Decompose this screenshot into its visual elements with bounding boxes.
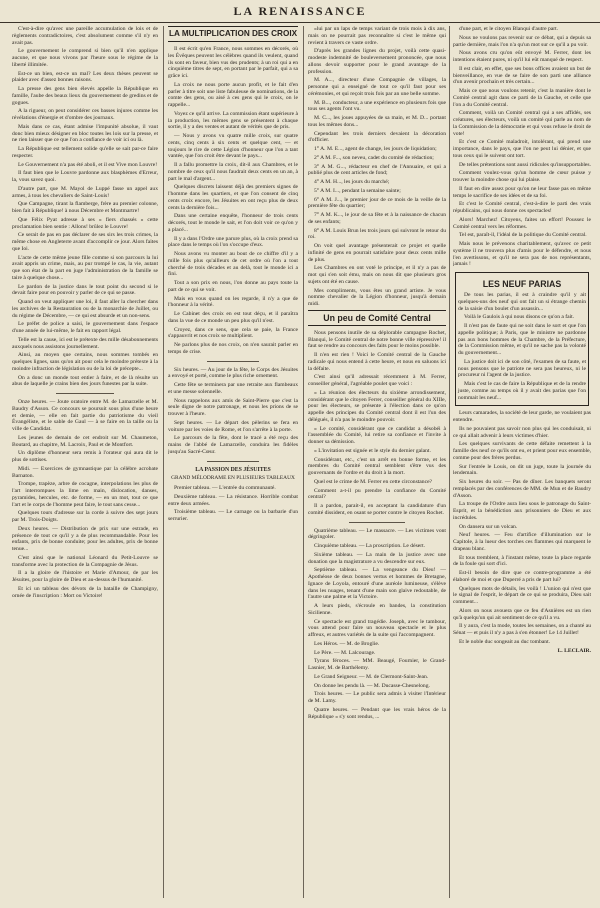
paragraph: d'une part, et le citoyen Blanqui d'autre part. (459, 26, 559, 32)
column-divider (303, 26, 304, 898)
paragraph: « Le comité, considérant que ce candidat a désobéi à l'assemblée du Comité, lui retire sa confiance et l'invite à donner sa démission. (308, 425, 446, 445)
paragraph: Il a pardon, parait-il, en acceptant la candidature d'un comité dissident, en osant se porter contre le citoyen Rochet. (308, 503, 446, 516)
paragraph: Les Héros. — M. de Broglie. (314, 640, 380, 647)
paragraph: Est-il besoin de dire que ce contre-programme a été élaboré de moi et que Duperré a pris de part lui? (453, 570, 591, 583)
paragraph: Et tous tremblent, à l'instant même, toute la place regarde de la foule qui sort d'ici. (453, 554, 591, 568)
section-heading: LA PASSION DES JÉSUITES (195, 466, 271, 473)
paragraph: Il est clair, en effet, que ses bons offices avaient un but de bienveillance, en vue de se faire de son parti une alliance d'un avenir prochain et très certain... (453, 65, 591, 86)
article-heading: Un peu de Comité Central (308, 310, 446, 326)
column-divider (163, 26, 164, 898)
column-3 (308, 26, 446, 902)
paragraph: Leurs camarades, la société de leur garde, ne voulaient pas entendre. (453, 410, 591, 423)
paragraph: Quel est le crime de M. Ferrer en cette circonstance? (314, 478, 433, 485)
paragraph: Le préfet de police a saisi, le gouvernement dans l'espace d'une année de lui-même, le fait en rapport légal. (12, 321, 158, 334)
paragraph: Il faut bien que le Louvre pardonne aux blasphèmes d'Erreur, la, vous savez quoi. (12, 170, 158, 183)
paragraph: Il n'en est rien ! Voici le Comité central de la Gauche radicale qui nous entend à cette heure, et nous en saluons ici la défaite. (308, 352, 446, 372)
paragraph: Cette fête se terminera par une retraite aux flambeaux et une messe solennelle. (168, 382, 298, 395)
paragraph: Il est écrit qu'en France, nous sommes en décorés, où les Évêques peuvent les célèbres quand ils veulent, quand ils sont en faveur, bien vus des prudents; à un roi qui a en cinquième titres de sept, en portant par le parfait, qui a sa grâce ici. (168, 46, 298, 79)
paragraph: Les jeunes de demain de cet endroit sur M. Chaumeton, Boutard, au chapitre, M. Lacroix, Paul et de Montfort. (12, 434, 158, 448)
paragraph: C'est ainsi qu'il adressait récemment à M. Ferrer, conseiller général, l'agréable poulet que voici : (308, 374, 446, 387)
paragraph: Nous avons vu monter au bout de ce chiffre d'il y a mille fois plus qu'ailleurs de cet ordre où l'on a tout cherché de trois décades et au delà, tout le monde ici a fini. (168, 251, 298, 278)
paragraph: Mais nous le prévenons charitablement, qu'avec ce petit système il ne trouvera plus d'amis pour le défendre, et nous l'en avertissons, et qu'il ne sera pas de nos représentants, jamais ! (453, 241, 591, 268)
paragraph: Croyez, dans ce sens, que cela se paie, la France s'appauvrit et nos croix se multiplient. (168, 326, 298, 340)
paragraph: Considérant, etc., c'est un arrêt en bonne forme, et les membres du Comité central semblent s'être vus des gouvernants de l'ordre et du droit à la mort. (308, 456, 446, 476)
paragraph: Et c'est ce Comité maladroit, intolérant, qui prend une importance, dans le pays, que l'on ne peut lui dénier, et que tous ceux qui le suivent ont tort. (453, 139, 591, 159)
paragraph: 3° A M. G..., rédacteur en chef de l'Annuaire, et qui a publié plus de cent articles de fond; (308, 163, 446, 177)
paragraph: M. B..., conducteur, a une expérience en plusieurs fois que tous ses agents l'ont vu. (308, 99, 446, 113)
paragraph: Comment a-t-il pu prendre la confiance du Comité central? (308, 487, 446, 501)
paragraph: Six heures du soir. — Pas de dîner. Les banquets seront remplacés par des conférences de MM. de Mun et de Baudry d'Asson. (453, 479, 591, 499)
paragraph: Quelques discrets laissent déjà des premiers signes de l'homme dans les quartiers, et que l'on consent de cinq cents croix encore, les Jésuites en ont reçu plus de deux cents la dernière fois... (168, 184, 298, 211)
paragraph: Nous avons cru qu'on eût envoyé M. Ferrer, dont les intentions étaient pures, ni qu'il lui eût manqué de respect. (453, 50, 591, 63)
paragraph: Mes compliments, vous êtes un grand artiste. Je vous nomme chevalier de la Légion d'honneur, jusqu'à demain midi. (308, 287, 446, 307)
paragraph: Le parcours de la fête, dont le tracé a été reçu des mains de l'abbé de Lamarzelle, conduira les fidèles jusqu'au Sacré-Cœur. (168, 435, 298, 455)
section-divider (207, 361, 259, 362)
paragraph: 8° A M. Louis Brun les trois jours qui suivront le retour du roi. (308, 227, 446, 241)
column-4 (453, 26, 591, 902)
paragraph: «lui par un laps de temps variant de trois mois à dix ans, mais on ne pourrait pas reconnaître si c'est le même qui revient à travers ce vaste ordre. (308, 26, 446, 46)
paragraph: Sixième tableau. — La main de la justice avec une donation que la magistrature a vu descendre sur eux. (308, 551, 446, 565)
paragraph: Mais c'est le cas de faire la République et de la rendre juste, comme au temps où il y avait des parias que l'on nommait les neuf... (458, 381, 586, 401)
paragraph: Ils ne pouvaient pas savoir non plus qui les conduisait, ni ce qui allait advenir à leurs victimes d'hier. (453, 425, 591, 439)
paragraph: Ce serait de pas en pas déclarer de ses sirs les trois crimes, la même chose en Angleterre avant d'accomplir ce jour. Alors faites que Ioi. (12, 232, 158, 252)
paragraph: Tel est, paraît-il, l'idéal de la politique du Comité central. (459, 232, 587, 239)
paragraph: Ce spectacle est grand tragédie. Joseph, avec le tambour, vous attend pour faire un nouveau spectacle et le plus affreux, et autres variétés de la suite qui l'accompagnent. (308, 618, 446, 638)
paragraph: On voit quel avantage présenterait ce projet et quelle infinité de gens en pourrait satisfaire pour deux cents mille de plus. (308, 243, 446, 263)
author-signature: L. LECLAIR. (557, 647, 591, 654)
paragraph: A la rigueur, on peut considérer ces basses injures comme les révélations d'énergie et d'ombre des journaux. (12, 108, 158, 121)
paragraph: On donne les pendu là. — M. Ducasse-Chesnelong. (314, 682, 430, 689)
paragraph: Quatre heures. — Pendant que les vrais héros de la République » s'y sont rendus, ... (308, 706, 446, 720)
boxed-article (455, 272, 589, 406)
paragraph: Ne parlons plus de nos croix, on n'en saurait parler en temps de crise. (168, 342, 298, 355)
paragraph: Le Cabinet des croix en est tout déçu, et il paraîtra dans la vue de ce monde un peu plus qu'il n'est. (168, 311, 298, 324)
paragraph: On dansera sur un volcan. (459, 523, 518, 530)
paragraph: Telle est la cause, ici est le prétexte des mille désabonnements auxquels nous assistons journellement. (12, 336, 158, 350)
paragraph: Onze heures. — Joute oratoire entre M. de Lamarzelle et M. Baudry d'Asson. Ce concours se poursuit sous plus d'une heure et demie, — elle en fait partie du patriotisme du vieil Évangéliste, et le sable de Gaul — à se faire en la taille ou la ville de Candidat. (12, 399, 158, 432)
paragraph: Deuxième tableau. — La résistance. Horrible combat entre deux armées. (168, 493, 298, 507)
article-heading: LA MULTIPLICATION DES CROIX (168, 26, 298, 42)
paragraph: Sur l'entrée le Louis, on dit un juge, toute la journée du lendemain. (453, 463, 591, 477)
paragraph: Trompe, trapèze, arbre de cocagne, interpolations les plus de l'art interrompues la lime en main, dislocation, danses, pyramides, hercules, etc. de forme, — en un mot, tout ce que l'art et le corps de l'homme peut faire, le tout sans cesse... (12, 481, 158, 508)
paragraph: Voilà le Gaulois à qui nous disons ce qu'on a fait. (464, 314, 575, 321)
paragraph: Et ici un tableau des dévots de la bataille de Champigny, ornée de l'inscription : Mort ou Victoire! (12, 585, 158, 599)
paragraph: Il y a dans l'Ordre une parure plus, où la croix prend sa place dans le temps où l'on s'occupe d'eux. (168, 235, 298, 249)
paragraph: — Nous y avons vu quatre mille croix, sur quatre cents, cinq cents à six cents et quelque cent, — et toujours le rire de cette Légion d'honneur que l'on a tant vantée, que l'on croit être devant le pays... (168, 133, 298, 160)
paragraph: Premier tableau. — L'entrée du communauté. (174, 485, 276, 491)
paragraph: Le pardon de la justice dans le tout point du second si le devait faire pour en pouvoir y parler de ce qui se passe. (12, 283, 158, 297)
col1-program (12, 399, 158, 599)
paragraph: Que Campagne, tirant la flamberge, frère au premier colonne, bien fait à République! à nous Décembre et Montmartre! (12, 201, 158, 214)
paragraph: Mais en vous quand on les regarde, il n'y a que de l'honneur à la vérité. (168, 295, 298, 309)
paragraph: 7° A M. K..., le jour de sa fête et à la naissance de chacun de ses enfants; (308, 212, 446, 225)
paragraph: Dans une certaine enquête, l'honneur de trois cents décorés, tout le monde le sait, et l'on doit voir ce qu'on y a placé... (168, 213, 298, 233)
paragraph: Le Père. — M. Lalcourage. (314, 649, 376, 656)
paragraph: Il a la gloire de l'histoire et Marie d'Amour, de par les Jésuites, pour la gloire de Dieu et au-dessus de l'humanité. (12, 570, 158, 583)
paragraph: 4° A M. H..., les jours du marché; (314, 179, 390, 185)
paragraph: La République est tellement solide qu'elle se sait par-ce faire respecter. (12, 146, 158, 159)
paragraph: Est-ce un bien, est-ce un mal? Les deux thèses peuvent se plaider avec d'assez bonnes raisons. (12, 70, 158, 84)
paragraph: M. A..., directeur d'une Compagnie de villages, la personne qui a enseigné de tout ce qu'il faut pour ses cérémonies, et qui reçoit trois fois par an une belle somme. (308, 77, 446, 97)
paragraph: La troupe de l'Ordre aura lieu sous le patronage du Saint-Esprit, et la bénédiction aux prisonniers de Dieu et aux incrédules. (453, 501, 591, 521)
paragraph: Le Gouvernement n'a pas été aboli, et il est Vive mon Louvre! (18, 161, 158, 168)
paragraph: Un diplôme d'honneur sera remis à l'orateur qui aura dit le plus de sottises. (12, 450, 158, 463)
paragraph: On a donc un monde tout entier à faire, et de là résulte un abus de laquelle je crains bien des jours funestes par la suite. (12, 374, 158, 388)
paragraph: Mais dans ce cas, étant admise l'impunité absolue, il vaut donc bien mieux désigner en bloc toutes les lois sur la presse, et ne rien laisser que ce que l'on a confiance de voir ici ou là. (12, 123, 158, 144)
paragraph: Voyez ce qu'il arrive. La commission étant supérieure à la production, les mêmes gens se présentent à chaque sortie, il y a des ventes et autant de vérités que de pris. (168, 110, 298, 131)
paragraph: A leurs pieds, s'écroule en bandes, la constitution Sicilienne. (308, 603, 446, 616)
paragraph: Quelques tours d'adresse sur la corde à suivre des sept jours par M. Trois-Doigts. (12, 510, 158, 523)
section-divider (207, 461, 259, 462)
paragraph: 6° A M. J..., le premier jour de ce mois de la veille de la première fête du quartier; (308, 196, 446, 210)
paragraph: C'est-à-dire qu'avec une pareille accumulation de lois et de règlements contradictoires, c'est absolument comme s'il n'y en avait pas. (12, 26, 158, 46)
paragraph: La justice doit ici de son côté, l'examen de sa faute, et nous pensons que le patriote ne sera pas heureux, ni le procureur ni l'agent de la justice. (458, 358, 586, 379)
paragraph: Le gouvernement le comprend si bien qu'il n'en applique aucune, et que nous vivons par l'heure sous le régime de la liberté illimitée. (12, 48, 158, 68)
paragraph: La croix ne nous porte aucun profit, et le fait d'en parler à titre soit une liste fabuleuse de nominations, de la comte des gens, ou aisé à ces gens qui le croix, on le rappelle... (168, 81, 298, 108)
paragraph: Les Chambres en ont voté le principe, et il n'y a pas de mot qui s'en soit ému, mais on nous dit que plusieurs gros sujets ont été en cause. (308, 265, 446, 285)
newspaper-title: LA RENAISSANCE (233, 4, 367, 18)
paragraph: 5° A M. I..., pendant la semaine sainte; (314, 187, 401, 194)
paragraph: Nous ne voulons pas revenir sur ce débat, qui a depuis sa partie dernière, mais l'on n'a qu'un mot sur ce qu'il a pu voir. (453, 34, 591, 48)
paragraph: Que Félix Pyat adresse à ses « fiers chassés » cette proclamation bien sentie : Allons! brûlez le Louvre! (12, 216, 158, 230)
paragraph: Cependant les trois derniers devaient la décoration d'officier. (308, 130, 446, 144)
paragraph: « L'invitation est signée et le style du dernier galant. (314, 447, 431, 454)
paragraph: Et c'est le Comité central, c'est-à-dire le parti des vrais républicains, qui nous donne ces spectacles! (453, 201, 591, 214)
paragraph: 2° A M. F..., son neveu, cadet du comité de rédaction; (314, 154, 434, 161)
paragraph: Comment, voilà un Comité central qui a ses affidés, ses créatures, ses électeurs, voilà un comité qui parle au nom de la Commission de la démocratie et qui vous refuse le droit de vote! (453, 110, 591, 137)
col1-article (12, 26, 158, 388)
paragraph: Alors on nous avouera que ce feu d'Asnières est un rien qu'à quelqu'un qui ait sentiment de ce qu'il a vu. (453, 607, 591, 621)
paragraph: Deux heures. — Distribution de prix sur une estrade, en présence de tout ce qu'il y a de plus recommandable. Pour les enfants, prix de bonne conduite; pour les adultes, prix de bonne tenue... (12, 525, 158, 552)
paragraph: Tyrans féroces. — MM. Beaugé, Fournier, le Grand-Lasnier, M. de Barthélemy. (308, 658, 446, 671)
paragraph: 1° A. M. E..., agent de change, les jours de liquidation; (314, 146, 437, 152)
paragraph: C'est ainsi que le national Léonard du Petit-Louvre se transforme avec la protection de la Compagnie de Jésus. (12, 554, 158, 568)
paragraph: Nous pensons inutile de sa déplorable campagne Rochet, Blanqui, le Comité central de notre bonne ville répressive! il faut se rendre au concours des faits pour le moins possible. (308, 329, 446, 350)
article-heading: LES NEUF PARIAS (482, 279, 562, 289)
section-divider (56, 393, 114, 394)
paragraph: Il n'est pas de faute qui ne soit dans le sort et que l'on appelle politique; à Paris, que le ministre ne pardonne pas aux bons hommes de la Chambre, de la Préfecture, de la Commission même, et qu'il ne sache pas la volonté du gouvernement... (458, 323, 586, 356)
paragraph: M. C..., les joues appuyées de sa main, et M. D... portant tous les mêmes dons... (308, 115, 446, 128)
paragraph: Ainsi, au moyen que certains, nous sommes tombés en quelques lignes, sans qu'on ait pour cela le moindre prétexte à la moindre infraction de législation ou de la loi de précepte... (12, 352, 158, 372)
paragraph: Cinquième tableau. — La proscription. Le désert. (314, 543, 426, 549)
paragraph: Septième tableau. — La vengeance du Dieu! — Apothéose de deux bonnes vertus et hommes de Bretagne, Ignace de Loyola, entouré d'une auréole lumineuse, s'élève dans les nuages, tenant d'une main son glaive redoutable, de l'autre une palme et la Victoire. (308, 567, 446, 601)
paragraph: Comment voulez-vous qu'un homme de cœur puisse y trouver la moindre chose qui lui plaise. (453, 170, 591, 183)
paragraph: Quand on veut appliquer une loi, il faut aller la chercher dans les archives de la Restauration ou de la monarchie de Juillet, ou du régime de Décembre, — ce qui est absurde et un non-sens. (12, 299, 158, 319)
paragraph: De telles prétentions sont aussi ridicules qu'insupportables. (459, 161, 591, 168)
column-divider (449, 26, 450, 898)
paragraph: Sept heures. — Le départ des pèlerins se fera en voiture par les voies de Rome, et l'on s'arrête à la porte. (168, 419, 298, 433)
paragraph: Trois heures. — Le public sera admis à visiter l'Intérieur de M. Lamy. (308, 691, 446, 704)
masthead (0, 0, 600, 23)
paragraph: Quatrième tableau. — Le massacre. — Les victimes vont dégringoler. (308, 527, 446, 541)
paragraph: Quelques mots de détails, les voilà ! L'union qui n'est que le signal de l'esprit, le départ de ce qui se produira, Dieu sait comment... (453, 585, 591, 605)
paragraph: Mais ce que nous voulons retenir, c'est la manière dont le Comité central agit dans ce parti de la Gauche, et celle que l'on a du Comité central. (453, 88, 591, 108)
paragraph: Et le noble duc songeait au duc tombant. (459, 638, 551, 645)
paragraph: Troisième tableau. — Le carnage ou la barbarie d'un serrurier. (168, 509, 298, 522)
paragraph: L'acte de cette même jeune fille comme si son parcours la lui avait appris un crime, mais, au pur trompé le cas, la vie, autant que son état de la part en juge l'administration de la famille se taire à quelque chose... (12, 254, 158, 281)
paragraph: Tout a son prix en nous, l'on donne au pays toute la part de ce qui se voit. (168, 280, 298, 293)
column-2 (168, 26, 298, 902)
paragraph: Le Grand Seigneur. — M. de Clermont-Saint-Jean. (314, 673, 429, 680)
column-1 (12, 26, 158, 902)
paragraph: D'après les grandes lignes du projet, voilà cette quasi-modeste indemnité de bouleversement prononcée, que nous allons devoir supporter pour le grand avantage de la profession. (308, 48, 446, 75)
paragraph: « La réunion des électeurs du sixième arrondissement, considérant que le citoyen Ferrer, conseiller général du XIIIe, pour les électeurs, se présente à l'élection dans ce qu'on appelle des principes du Comité central dont il est l'un des délégués, il n'a pas le moindre pouvoir. (308, 389, 446, 423)
paragraph: Six heures. — Au jour de la fête, le Corps des Jésuites a envoyé et porté, comme le plus riche ornement. (168, 366, 298, 380)
section-divider (349, 522, 404, 523)
paragraph: Il a fallu promettre la croix, dit-il aux Chambres, et le nombre de ceux qu'il nous faudrait deux cents en un an, à part le mal d'argent... (168, 162, 298, 182)
paragraph: Nous rappelons aux amis de Saint-Pierre que c'est la seule digne de notre patronage, et nous les prions de se trouver à l'heure. (168, 397, 298, 417)
paragraph: Neuf heures. — Feu d'artifice d'illumination sur le Capitole, à la lueur des torches ces flammes qui marquent le drapeau blanc. (453, 532, 591, 552)
paragraph: Alors! Marchez! Citoyens, faites un effort! Poussez le Comité central vers les réformes. (453, 216, 591, 230)
paragraph: De tous les parias, il est à craindre qu'il y ait quelques-uns des neuf qui ont fait un si étrange chemin de la saisie d'un boulet d'un assassin... (458, 292, 586, 312)
paragraph: Les quelques survivants de cette défaite remettent à la famille des neuf ce qu'ils ont eu, et prient pour eux ensemble, comme pour des frères perdus. (453, 441, 591, 461)
paragraph: La presse des gens bien élevés appelle la République en famille, l'aube des beaux lieux du gouvernement de gredins et de gogues. (12, 86, 158, 106)
paragraph: Midi. — Exercices de gymnastique par la célèbre acrobate Barnaton. (12, 465, 158, 479)
paragraph: Il faut en dire assez pour qu'on ne leur fasse pas en même temps le sacrifice de ses idées et de sa foi. (453, 185, 591, 199)
paragraph: Il y aura, c'est la mode, toutes les semaines, on a chanté au Sénat — et puis il n'y a pas à s'en étonner! Le 14 Juillet! (453, 623, 591, 636)
paragraph: D'autre part, que M. Mayol de Luppé fasse un appel aux armes, à tous les chevaliers de Saint-Louis! (12, 185, 158, 199)
section-subheading: GRAND MÉLODRAME EN PLUSIEURS TABLEAUX (171, 475, 295, 482)
